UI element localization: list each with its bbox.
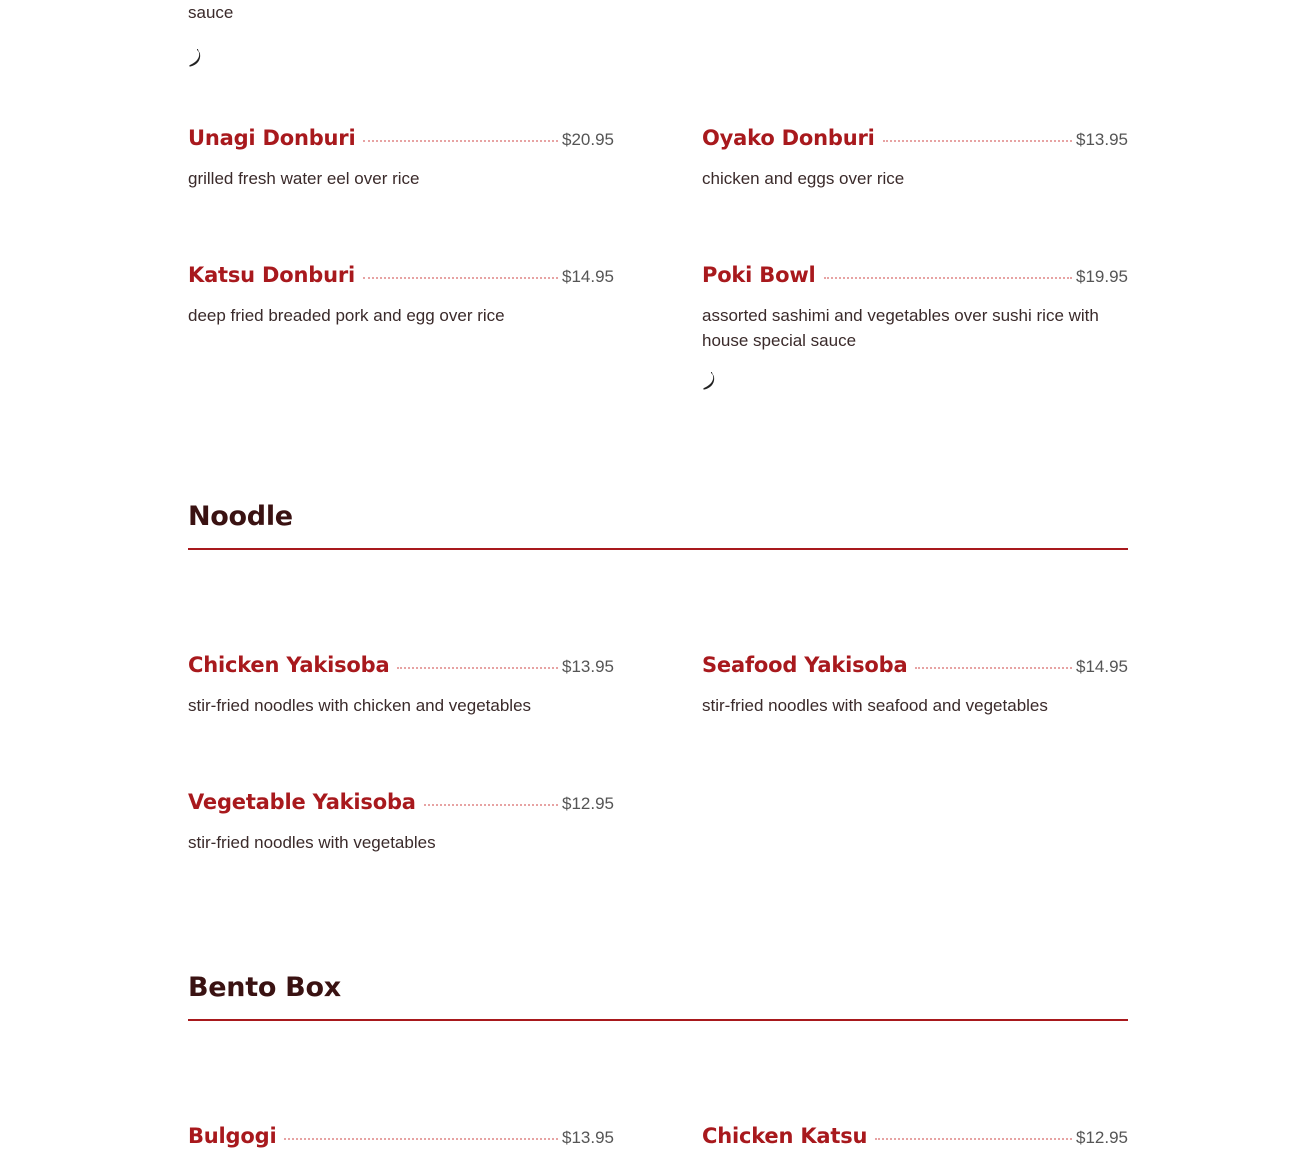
menu-item-name: Poki Bowl (702, 263, 816, 287)
menu-item (702, 126, 1128, 191)
menu-item-price: $12.95 (1076, 1128, 1128, 1147)
menu-item-description: stir-fried noodles with seafood and vegetables (702, 696, 1048, 715)
section-title-noodle: Noodle (188, 501, 293, 532)
dot-leader (875, 1138, 1072, 1140)
menu-item-price: $13.95 (562, 657, 614, 676)
menu-item-name: Oyako Donburi (702, 126, 875, 150)
menu-item-name: Chicken Yakisoba (188, 653, 390, 677)
dot-leader (824, 277, 1072, 279)
menu-item-description: stir-fried noodles with chicken and vegetables (188, 696, 532, 715)
dot-leader (363, 140, 558, 142)
menu-item-name: Seafood Yakisoba (702, 653, 908, 677)
menu-item (188, 653, 614, 718)
menu-item-price: $20.95 (562, 130, 614, 149)
menu-item-description: assorted sashimi and vegetables over sushi rice with house special sauce (702, 306, 1099, 350)
menu-item-name: Chicken Katsu (702, 1124, 868, 1148)
dot-leader (883, 140, 1072, 142)
section-divider (188, 1019, 1128, 1021)
menu-item-name: Katsu Donburi (188, 263, 355, 287)
menu-item-name: Unagi Donburi (188, 126, 356, 150)
menu-item-price: $13.95 (1076, 130, 1128, 149)
menu-item-description: grilled fresh water eel over rice (188, 169, 420, 188)
menu-item (188, 790, 614, 855)
menu-item-price: $14.95 (1076, 657, 1128, 676)
dot-leader (424, 804, 558, 806)
spicy-pepper-icon (702, 371, 716, 391)
menu-item (188, 263, 614, 328)
dot-leader (363, 277, 558, 279)
menu-item-price: $14.95 (562, 267, 614, 286)
dot-leader (397, 667, 558, 669)
menu-item (702, 1124, 1128, 1154)
menu-item (702, 653, 1128, 718)
dot-leader (284, 1138, 558, 1140)
menu-item-price: $13.95 (562, 1128, 614, 1147)
menu-item (188, 1124, 614, 1154)
section-divider (188, 548, 1128, 550)
spicy-pepper-icon (188, 48, 202, 68)
menu-item-description: chicken and eggs over rice (702, 169, 905, 188)
menu-item-price: $12.95 (562, 794, 614, 813)
section-title-bento-box: Bento Box (188, 972, 341, 1003)
menu-item (188, 126, 614, 191)
menu-item-description: deep fried breaded pork and egg over rice (188, 306, 505, 325)
menu-item-price: $19.95 (1076, 267, 1128, 286)
menu-item-name: Vegetable Yakisoba (188, 790, 416, 814)
menu-item-description: stir-fried noodles with vegetables (188, 833, 436, 852)
dot-leader (915, 667, 1072, 669)
menu-item (702, 263, 1128, 391)
menu-item-name: Bulgogi (188, 1124, 277, 1148)
menu-item-description: sauce (188, 3, 234, 22)
